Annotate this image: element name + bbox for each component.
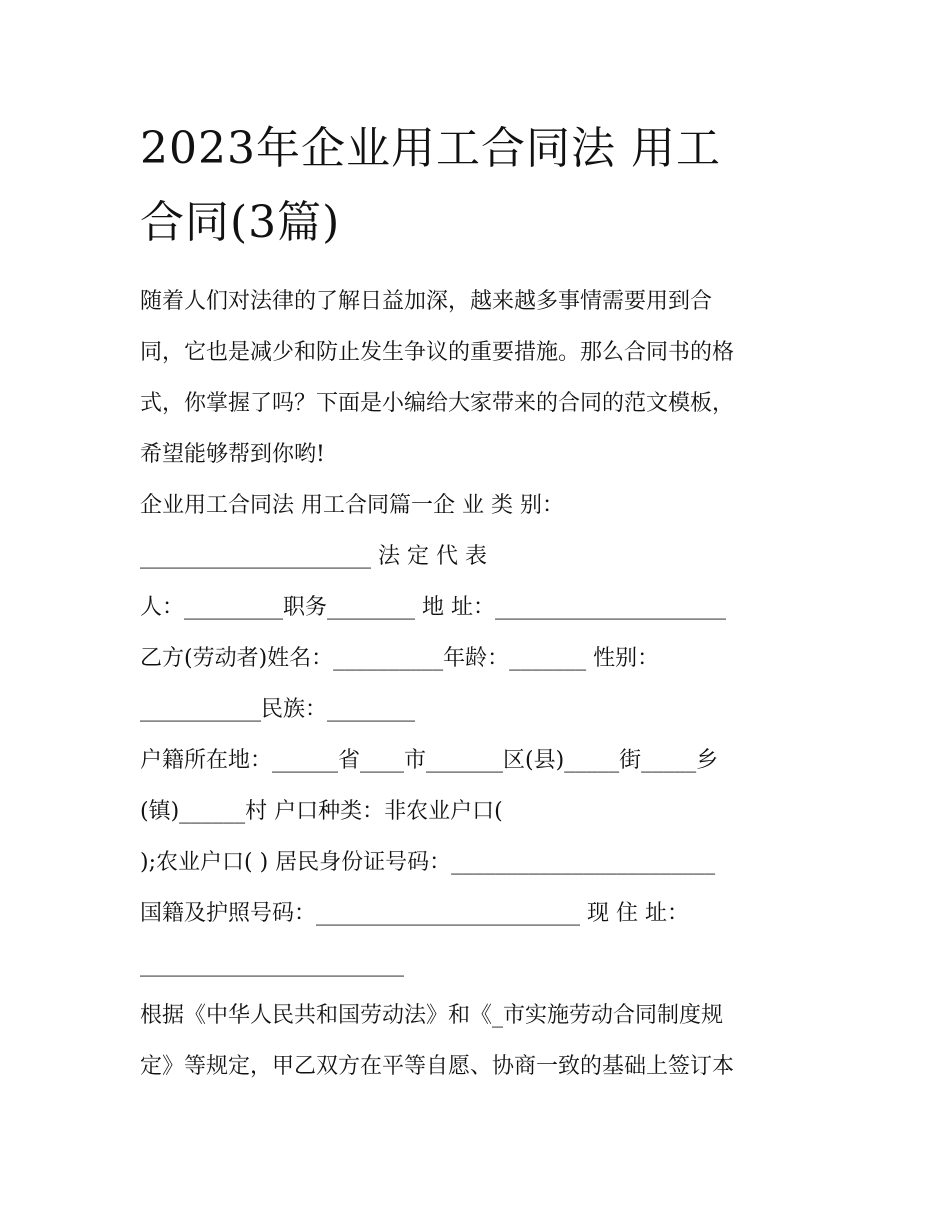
document-title (140, 112, 820, 260)
form-line-ethnicity: ___________民族：________ (140, 697, 416, 722)
intro-line-1: 随着人们对法律的了解日益加深，越来越多事情需要用到合 (140, 289, 713, 314)
form-line-legal-rep: _____________________ 法 定 代 表 (140, 544, 487, 569)
intro-line-2: 同，它也是减少和防止发生争议的重要措施。那么合同书的格 (140, 340, 735, 365)
form-line-household-location: 户籍所在地：______省____市_______区(县)_____街_____乡 (140, 748, 719, 773)
document-body (140, 276, 820, 1092)
form-line-id-number: );农业户口( ) 居民身份证号码：________________________ (140, 850, 716, 875)
paragraph-line-1: 根据《中华人民共和国劳动法》和《_市实施劳动合同制度规 (140, 1003, 724, 1028)
form-line-name-age-gender: 乙方(劳动者)姓名：__________年龄：_______ 性别： (140, 646, 660, 671)
section-heading-line: 企业用工合同法 用工合同篇一企 业 类 别： (140, 493, 564, 518)
form-line-position-address: 人：_________职务________ 地 址：_____________________ (140, 595, 726, 620)
form-line-residence-blank: ________________________ (140, 952, 404, 977)
paragraph-line-2: 定》等规定，甲乙双方在平等自愿、协商一致的基础上签订本 (140, 1054, 735, 1079)
intro-line-3: 式，你掌握了吗？下面是小编给大家带来的合同的范文模板， (140, 391, 735, 416)
intro-line-4: 希望能够帮到你哟! (140, 442, 325, 467)
title-line-2: 合同(3篇) (140, 197, 341, 248)
form-line-household-type: (镇)______村 户口种类：非农业户口( (140, 799, 503, 824)
title-line-1: 2023年企业用工合同法 用工 (140, 123, 721, 174)
form-line-passport-residence: 国籍及护照号码：________________________ 现 住 址： (140, 901, 689, 926)
